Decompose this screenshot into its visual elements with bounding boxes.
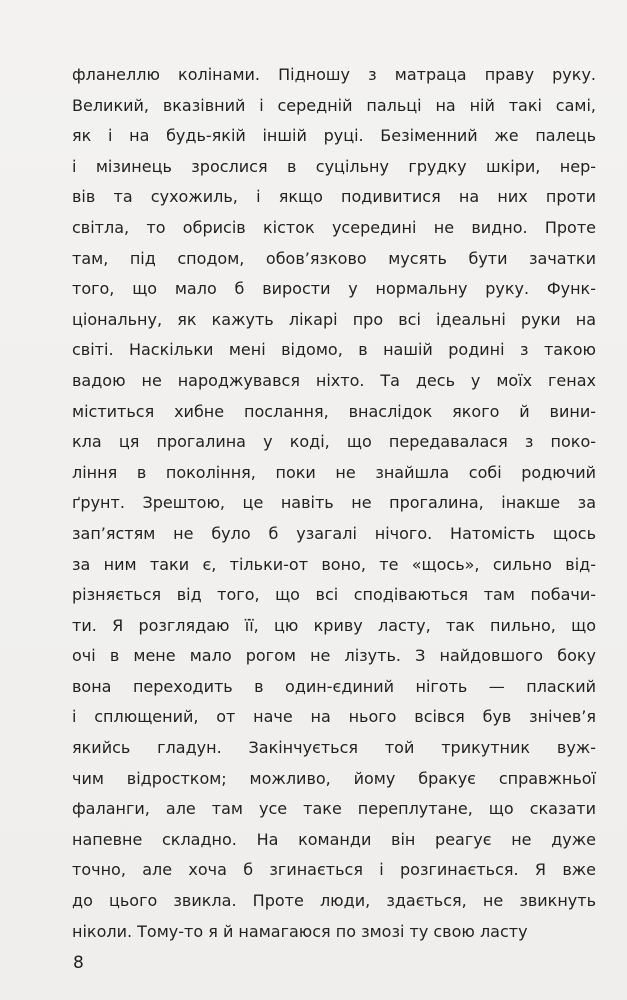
text-line: Великий, вказівний і середній пальці на ній такі самі, xyxy=(72,95,596,115)
text-line: світла, то обрисів кісток усередині не видно. Проте xyxy=(72,217,596,237)
text-line: ніколи. Тому-то я й намагаюся по змозі ту свою ласту xyxy=(72,921,528,941)
text-line: кла ця прогалина у коді, що передавалася з поко- xyxy=(72,432,596,452)
text-line: і сплющений, от наче на нього всівся був знічев’я xyxy=(72,707,596,727)
text-line: очі в мене мало рогом не лізуть. З найдовшого боку xyxy=(72,646,596,666)
text-line: того, що мало б вирости у нормальну руку. Функ- xyxy=(72,279,596,299)
text-line: світі. Наскільки мені відомо, в нашій родині з такою xyxy=(72,340,596,360)
text-line: ґрунт. Зрештою, це навіть не прогалина, інакше за xyxy=(72,493,596,513)
text-line: ління в покоління, поки не знайшла собі родючий xyxy=(72,462,596,482)
text-line: зап’ястям не було б узагалі нічого. Натомість щось xyxy=(72,523,596,543)
text-line: фланеллю колінами. Підношу з матраца праву руку. xyxy=(72,65,596,84)
text-line: ціональну, як кажуть лікарі про всі ідеальні руки на xyxy=(72,309,596,329)
text-line: якийсь гладун. Закінчується той трикутник вуж- xyxy=(72,738,596,758)
page-number: 8 xyxy=(73,953,84,973)
text-line: чим відростком; можливо, йому бракує справжньої xyxy=(72,768,596,788)
text-line: вадою не народжувався ніхто. Та десь у моїх генах xyxy=(72,370,596,390)
text-line: до цього звикла. Проте люди, здається, не звикнуть xyxy=(72,891,596,911)
text-line: вів та сухожиль, і якщо подивитися на них проти xyxy=(72,187,596,207)
text-line: напевне складно. На команди він реагує не дуже xyxy=(72,829,596,849)
text-line: за ним таки є, тільки-от воно, те «щось», сильно від- xyxy=(72,554,596,574)
text-line: фаланги, але там усе таке переплутане, що сказати xyxy=(72,799,596,819)
text-line: різняється від того, що всі сподіваються там побачи- xyxy=(72,585,596,605)
text-line: точно, але хоча б згинається і розгинається. Я вже xyxy=(72,860,596,880)
body-text xyxy=(72,60,596,947)
text-line: ти. Я розглядаю її, цю криву ласту, так пильно, що xyxy=(72,615,596,635)
text-line: вона переходить в один-єдиний ніготь — плаский xyxy=(72,676,596,696)
text-line: там, під сподом, обов’язково мусять бути зачатки xyxy=(72,248,596,268)
text-line: як і на будь-якій іншій руці. Безіменний же палець xyxy=(72,126,596,146)
text-line: міститься хибне послання, внаслідок якого й вини- xyxy=(72,401,596,421)
text-line: і мізинець зрослися в суцільну грудку шкіри, нер- xyxy=(72,156,596,176)
